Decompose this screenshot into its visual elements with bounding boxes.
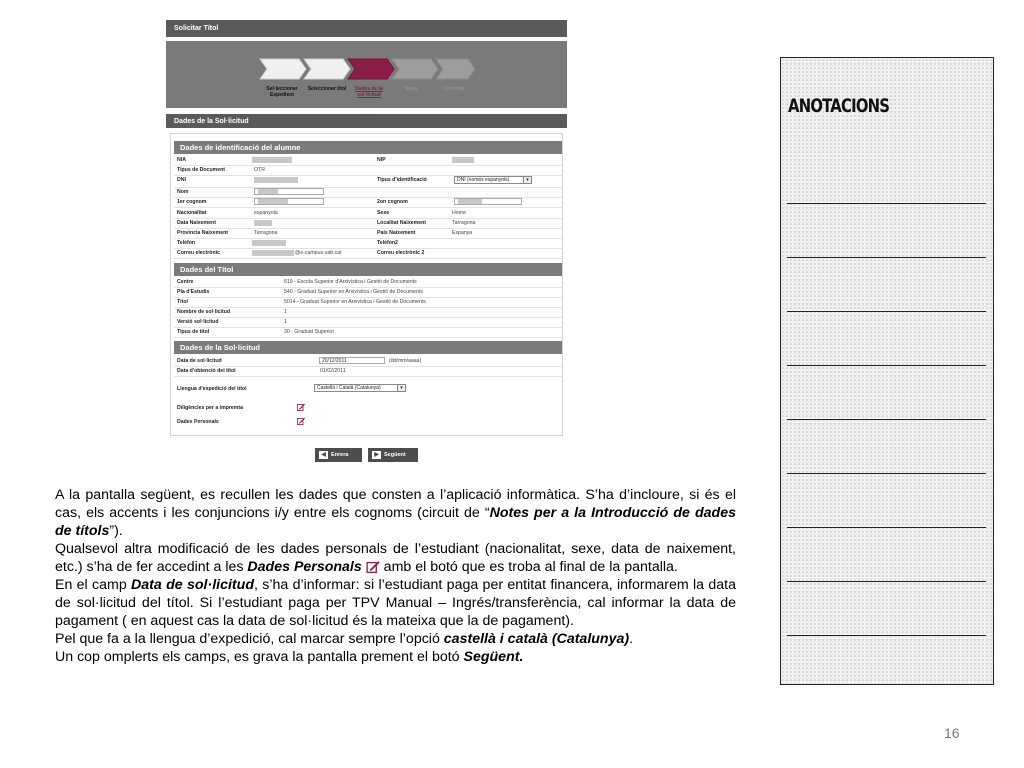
llengua-select[interactable] <box>314 384 406 392</box>
row-nia <box>174 156 562 166</box>
note-line <box>787 635 986 636</box>
titol-label: Títol <box>177 299 188 305</box>
solicitud-section-title: Dades de la Sol·licitud <box>180 343 261 352</box>
step-arrow-1 <box>260 59 306 79</box>
cognom1-input[interactable] <box>254 198 324 205</box>
data-naixement-redacted <box>254 220 272 226</box>
centre-label: Centre <box>177 279 194 285</box>
titol-section-title: Dades del Títol <box>180 265 234 274</box>
pla-value: 540 - Graduat Superior en Arxivística i Gestió de Documents <box>284 289 423 295</box>
row-centre <box>174 278 562 288</box>
chevron-down-icon: ▾ <box>523 177 531 183</box>
titol-section-header <box>174 263 562 276</box>
solicitud-grid <box>174 357 562 435</box>
row-tipus-document <box>174 166 562 176</box>
note-line <box>787 365 986 366</box>
tipus-identificacio-select[interactable] <box>454 176 532 184</box>
arrow-left-icon: ◀ <box>319 451 328 459</box>
form-screenshot <box>166 20 567 438</box>
alumne-grid <box>174 156 562 264</box>
arrow-right-icon: ▶ <box>372 451 381 459</box>
centre-value: 519 - Escola Superior d'Arxivística i Gestió de Documents <box>284 279 417 285</box>
next-button[interactable] <box>368 448 418 462</box>
anotacions-panel <box>780 44 996 687</box>
page-number: 16 <box>944 725 960 741</box>
form-header-title: Solicitar Títol <box>174 25 219 32</box>
diligencies-label: Diligències per a impremta <box>177 405 244 411</box>
nombre-value: 1 <box>284 309 287 315</box>
pais-naixement-value: Espanya <box>452 230 473 236</box>
alumne-section-header <box>174 141 562 154</box>
tipus-value: 30 - Graduat Superior <box>284 329 335 335</box>
titol-grid <box>174 278 562 338</box>
row-dni <box>174 176 562 188</box>
data-solicitud-label: Data de sol·licitud <box>177 358 222 364</box>
dades-personals-label: Dades Personals <box>177 419 219 425</box>
note-line <box>787 527 986 528</box>
nombre-label: Nombre de sol·licitud <box>177 309 231 315</box>
pais-naixement-label: País Naixement <box>377 230 416 236</box>
section-bar <box>166 114 567 128</box>
solicitud-section-header <box>174 341 562 354</box>
back-button-label: Enrera <box>331 452 349 458</box>
date-format-hint: (dd/mm/aaaa) <box>389 358 422 364</box>
nom-input[interactable] <box>254 188 324 195</box>
note-line <box>787 311 986 312</box>
correu-suffix: @e-campus.uab.cat <box>295 250 342 256</box>
provincia-naixement-label: Provincia Naixement <box>177 230 229 236</box>
nia-label: NIA <box>177 157 186 163</box>
row-dades-personals <box>174 417 562 427</box>
anotacions-frame <box>780 57 994 685</box>
nip-redacted <box>452 157 474 163</box>
row-titol <box>174 298 562 308</box>
correu-redacted <box>252 250 294 256</box>
telefon2-label: Telèfon2 <box>377 240 398 246</box>
telefon-redacted <box>252 240 286 246</box>
edit-icon <box>366 560 380 573</box>
llengua-value: Castellà i Català (Catalunya) <box>317 385 381 391</box>
form-body <box>170 133 563 436</box>
nip-label: NIP <box>377 157 386 163</box>
titol-value: 5014 - Graduat Superior en Arxivística i Gestió de Documents <box>284 299 426 305</box>
step-label-4: Taxes <box>404 86 418 92</box>
form-header <box>166 20 567 37</box>
explanation-text <box>55 486 736 666</box>
data-solicitud-input[interactable]: 20/12/2011 <box>319 357 385 364</box>
step-label-1[interactable]: Sel·leccionar Expedient <box>266 86 298 98</box>
note-line <box>787 473 986 474</box>
row-cognoms <box>174 198 562 208</box>
nacionalitat-value: espanyola <box>254 210 278 216</box>
note-line <box>787 581 986 582</box>
note-line <box>787 203 986 204</box>
row-diligencies <box>174 403 562 413</box>
step-arrow-3 <box>348 59 394 79</box>
sexe-value: Home <box>452 210 466 216</box>
versio-value: 1 <box>284 319 287 325</box>
correu-label: Correu electrònic <box>177 250 220 256</box>
correu2-label: Correu electrònic 2 <box>377 250 425 256</box>
row-telefon <box>174 239 562 249</box>
row-data-solicitud <box>174 357 562 367</box>
row-tipus <box>174 328 562 338</box>
cognom1-label: 1er cognom <box>177 199 207 205</box>
row-nombre <box>174 308 562 318</box>
back-button[interactable] <box>315 448 362 462</box>
telefon-label: Telèfon <box>177 240 196 246</box>
nacionalitat-label: Nacionalitat <box>177 210 207 216</box>
chevron-down-icon: ▾ <box>397 385 405 391</box>
cognom2-label: 2on cognom <box>377 199 408 205</box>
tipus-identificacio-label: Tipus d'identificació <box>377 177 427 183</box>
row-data-obtencio <box>174 367 562 377</box>
paragraph-5: Un cop omplerts els camps, es grava la pantalla prement el botó Següent. <box>55 649 524 665</box>
step-label-3[interactable]: Dades de la sol·licitud <box>355 86 383 98</box>
data-obtencio-label: Data d'obtenció del títol <box>177 368 236 374</box>
tipus-identificacio-value: DNI (només espanyols) <box>457 177 510 183</box>
row-provincia <box>174 229 562 239</box>
paragraph-2: Qualsevol altra modificació de les dades personals de l’estudiant (nacionalitat, sexe, data de naixement, etc.) s’ha de fer accedint a les Dades Personals amb el botó que es troba al final de la pantalla. <box>55 541 736 575</box>
tipus-label: Tipus de títol <box>177 329 210 335</box>
step-label-5: Confirmar <box>443 86 465 92</box>
row-pla <box>174 288 562 298</box>
nia-redacted <box>252 157 292 163</box>
paragraph-1: A la pantalla següent, es recullen les dades que consten a l’aplicació informàtica. S’ha d’incloure, si és el cas, els accents i les conjuncions i/y entre els cognoms (circuit de “Notes per a la Introducció de dades de títols”). <box>55 487 736 539</box>
step-arrow-5 <box>436 59 475 79</box>
tipus-document-value: OTR <box>254 167 265 173</box>
paragraph-3: En el camp Data de sol·licitud, s’ha d’informar: si l’estudiant paga per entitat financera, informarem la data de sol·licitud del títol. Si l’estudiant paga per TPV Manual – Ingrés/transferència, cal informar la data de pagament ( en aquest cas la data de sol·licitud és la mateixa que la de pagament). <box>55 577 736 629</box>
anotacions-title: ANOTACIONS <box>788 95 890 117</box>
row-correu <box>174 249 562 259</box>
note-line <box>787 257 986 258</box>
note-line <box>787 419 986 420</box>
data-naixement-label: Data Naixement <box>177 220 216 226</box>
cognom2-input[interactable] <box>454 198 522 205</box>
sexe-label: Sexe <box>377 210 390 216</box>
dni-label: DNI <box>177 177 186 183</box>
edit-icon[interactable] <box>297 417 305 425</box>
localitat-naixement-value: Tarragona <box>452 220 476 226</box>
wizard-steps <box>166 41 567 108</box>
tipus-document-label: Tipus de Document <box>177 167 226 173</box>
pla-label: Pla d'Estudis <box>177 289 210 295</box>
localitat-naixement-label: Localitat Naixement <box>377 220 427 226</box>
edit-icon[interactable] <box>297 403 305 411</box>
row-nom <box>174 188 562 198</box>
step-arrow-4 <box>392 59 438 79</box>
alumne-section-title: Dades de identificació del alumne <box>180 143 301 152</box>
dni-redacted <box>254 177 298 183</box>
step-label-2[interactable]: Seleccionar títol <box>307 86 347 92</box>
row-versio <box>174 318 562 328</box>
section-title: Dades de la Sol·licitud <box>174 117 249 125</box>
row-nacionalitat <box>174 209 562 219</box>
versio-label: Versió sol·licitud <box>177 319 219 325</box>
next-button-label: Següent <box>384 452 406 458</box>
data-obtencio-value: 01/02/2011 <box>320 368 346 374</box>
provincia-naixement-value: Tarragona <box>254 230 278 236</box>
paragraph-4: Pel que fa a la llengua d’expedició, cal marcar sempre l’opció castellà i català (Catalunya). <box>55 631 634 647</box>
nom-label: Nom <box>177 189 189 195</box>
llengua-label: Llengua d'expedició del títol <box>177 386 247 392</box>
row-llengua <box>174 384 562 394</box>
row-naixement <box>174 219 562 229</box>
step-arrow-2 <box>304 59 350 79</box>
